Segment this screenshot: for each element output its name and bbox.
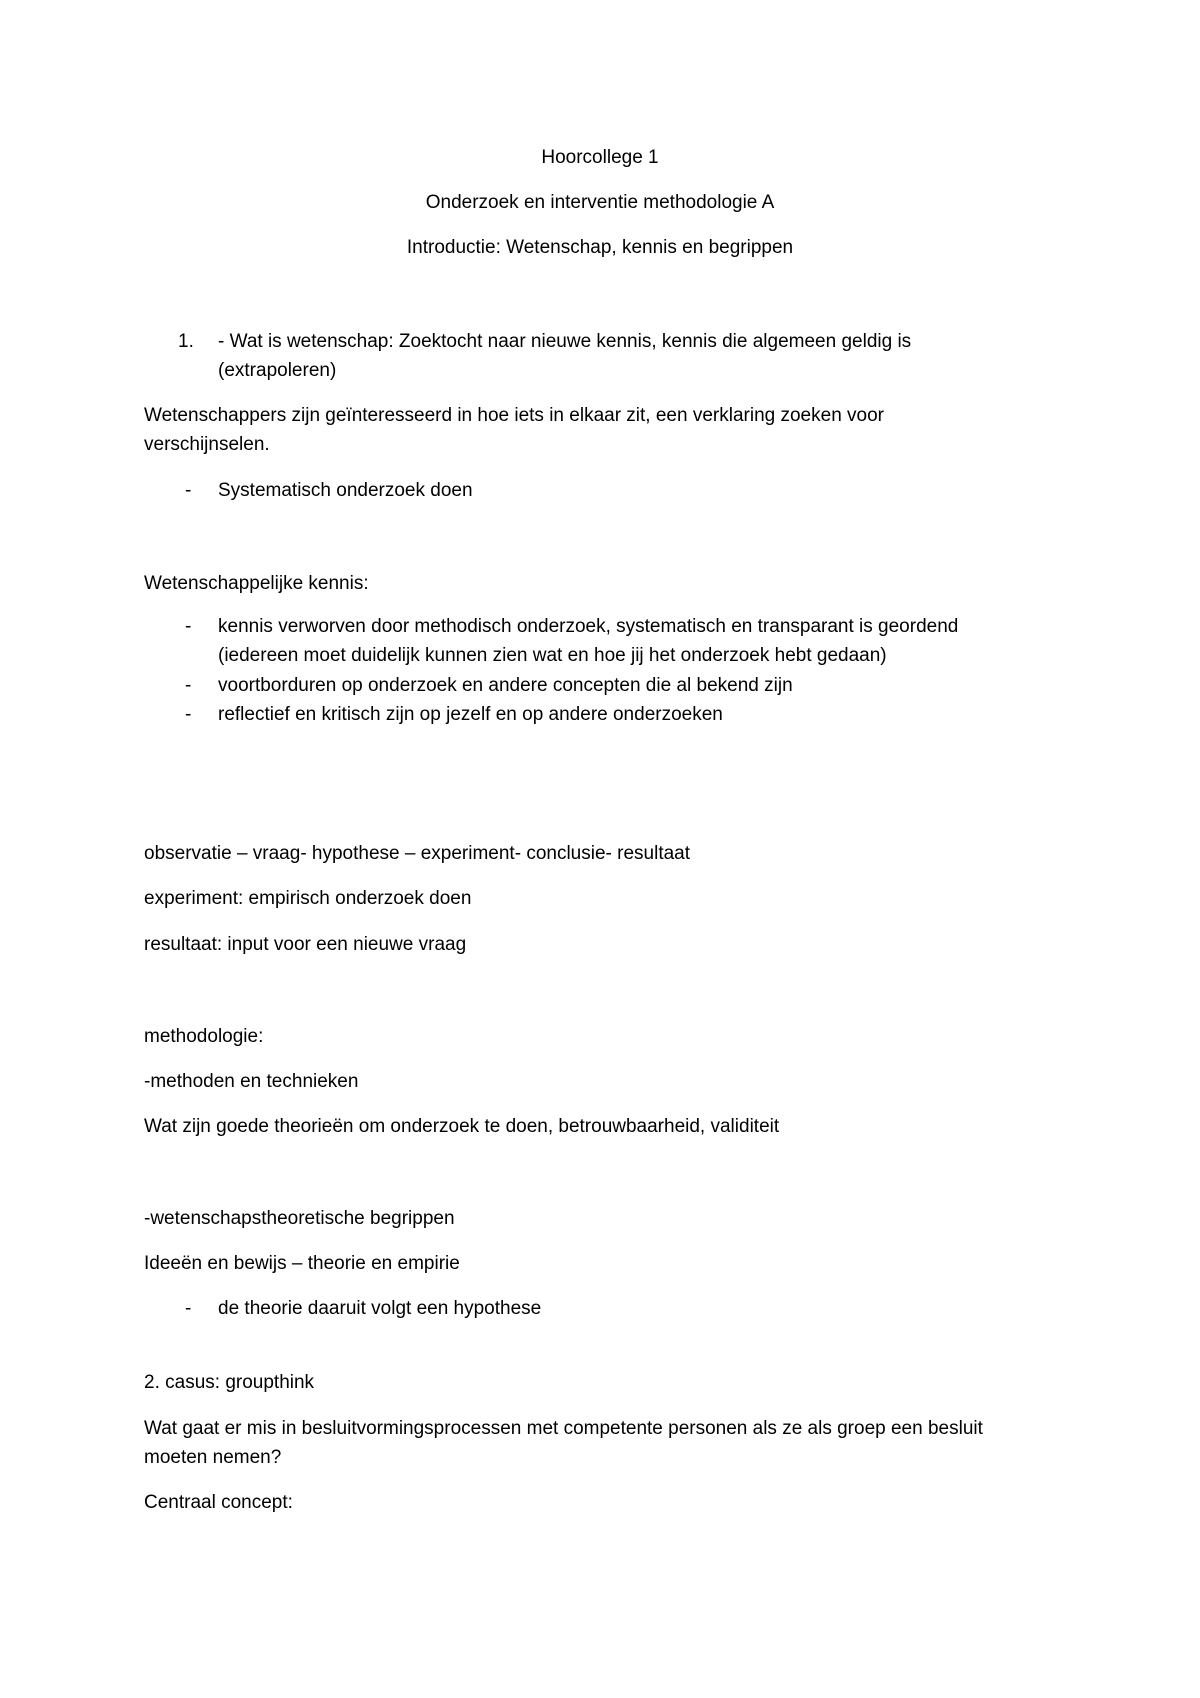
- paragraph-line: experiment: empirisch onderzoek doen: [144, 888, 472, 909]
- bullet-item: voortborduren op onderzoek en andere concepten die al bekend zijn: [218, 675, 793, 696]
- paragraph-line: moeten nemen?: [144, 1447, 282, 1468]
- paragraph-line: observatie – vraag- hypothese – experiment- conclusie- resultaat: [144, 843, 691, 864]
- paragraph-line: Wat gaat er mis in besluitvormingsprocessen met competente personen als ze als groep een besluit: [144, 1418, 983, 1439]
- bullet-dash: -: [185, 480, 192, 501]
- section1-line1: - Wat is wetenschap: Zoektocht naar nieuwe kennis, kennis die algemeen geldig is: [218, 331, 912, 352]
- section1-line2: (extrapoleren): [218, 360, 337, 381]
- paragraph-line: resultaat: input voor een nieuwe vraag: [144, 934, 467, 955]
- section-heading: methodologie:: [144, 1026, 264, 1047]
- bullet-dash: -: [185, 675, 192, 696]
- bullet-dash: -: [185, 1298, 192, 1319]
- bullet-dash: -: [185, 616, 192, 637]
- bullet-dash: -: [185, 704, 192, 725]
- list-number-1: 1.: [178, 331, 194, 352]
- section-heading: 2. casus: groupthink: [144, 1372, 315, 1393]
- bullet-item: kennis verworven door methodisch onderzoek, systematisch en transparant is geordend: [218, 616, 959, 637]
- section-heading: Centraal concept:: [144, 1492, 293, 1513]
- paragraph-line: Ideeën en bewijs – theorie en empirie: [144, 1253, 460, 1274]
- paragraph-line: verschijnselen.: [144, 434, 270, 455]
- paragraph-line: Wat zijn goede theorieën om onderzoek te doen, betrouwbaarheid, validiteit: [144, 1116, 780, 1137]
- paragraph-line: Wetenschappers zijn geïnteresseerd in hoe iets in elkaar zit, een verklaring zoeken voor: [144, 405, 884, 426]
- bullet-item: Systematisch onderzoek doen: [218, 480, 473, 501]
- bullet-continuation: (iedereen moet duidelijk kunnen zien wat en hoe jij het onderzoek hebt gedaan): [218, 645, 887, 666]
- document-topic: Introductie: Wetenschap, kennis en begrippen: [406, 237, 794, 258]
- document-subtitle: Onderzoek en interventie methodologie A: [425, 192, 775, 213]
- bullet-item: reflectief en kritisch zijn op jezelf en op andere onderzoeken: [218, 704, 723, 725]
- paragraph-line: -methoden en technieken: [144, 1071, 359, 1092]
- document-title: Hoorcollege 1: [541, 147, 659, 168]
- bullet-item: de theorie daaruit volgt een hypothese: [218, 1298, 542, 1319]
- paragraph-line: -wetenschapstheoretische begrippen: [144, 1208, 455, 1229]
- section-heading: Wetenschappelijke kennis:: [144, 573, 369, 594]
